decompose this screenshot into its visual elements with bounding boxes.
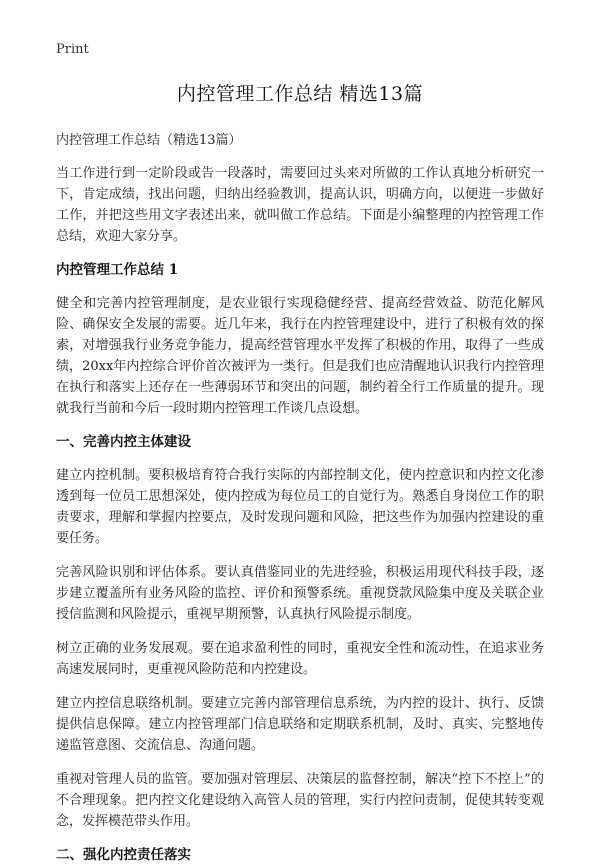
section-heading-summary-1: 内控管理工作总结 1 [56,262,179,278]
part-1-paragraph-1: 建立内控机制。要积极培育符合我行实际的内部控制文化，使内控意识和内控文化渗透到每一位员工思想深处，使内控成为每位员工的自觉行为。熟悉自身岗位工作的职责要求，理解和掌握内控要点，及时发现问题和风险，把这些作为加强内控建设的重要任务。 [56,468,544,546]
section-heading-part-2: 二、强化内控责任落实 [56,847,191,863]
part-1-paragraph-5: 重视对管理人员的监管。要加强对管理层、决策层的监督控制，解决“控下不控上”的不合理现象。把内控文化建设纳入高管人员的管理，实行内控问责制，促使其转变观念，发挥模范带头作用。 [56,772,544,829]
section-heading-part-1: 一、完善内控主体建设 [56,434,191,450]
document-subtitle: 内控管理工作总结（精选13篇） [56,133,242,148]
print-label[interactable]: Print [56,42,89,57]
document-title: 内控管理工作总结 精选13篇 [176,83,424,105]
part-1-paragraph-2: 完善风险识别和评估体系。要认真借鉴同业的先进经验，积极运用现代科技手段，逐步建立覆盖所有业务风险的监控、评价和预警系统。重视贷款风险集中度及关联企业授信监测和风险提示，重视早期预警，认真执行风险提示制度。 [56,565,544,622]
summary-1-paragraph: 健全和完善内控管理制度，是农业银行实现稳健经营、提高经营效益、防范化解风险、确保安全发展的需要。近几年来，我行在内控管理建设中，进行了积极有效的探索，对增强我行业务竞争能力，提高经营管理水平发挥了积极的作用，取得了一些成绩，20xx年内控综合评价首次被评为一类行。但是我们也应清醒地认识我行内控管理在执行和落实上还存在一些薄弱环节和突出的问题，制约着全行工作质量的提升。现就我行当前和今后一段时期内控管理工作谈几点设想。 [56,296,544,416]
intro-paragraph: 当工作进行到一定阶段或告一段落时，需要回过头来对所做的工作认真地分析研究一下，肯定成绩，找出问题，归纳出经验教训，提高认识，明确方向，以便进一步做好工作，并把这些用文字表述出来，就叫做工作总结。下面是小编整理的内控管理工作总结，欢迎大家分享。 [56,166,544,244]
part-1-paragraph-4: 建立内控信息联络机制。要建立完善内部管理信息系统，为内控的设计、执行、反馈提供信息保障。建立内控管理部门信息联络和定期联系机制，及时、真实、完整地传递监管意图、交流信息、沟通问题。 [56,696,544,753]
part-1-paragraph-3: 树立正确的业务发展观。要在追求盈利性的同时，重视安全性和流动性，在追求业务高速发展同时，更重视风险防范和内控建设。 [56,641,544,677]
